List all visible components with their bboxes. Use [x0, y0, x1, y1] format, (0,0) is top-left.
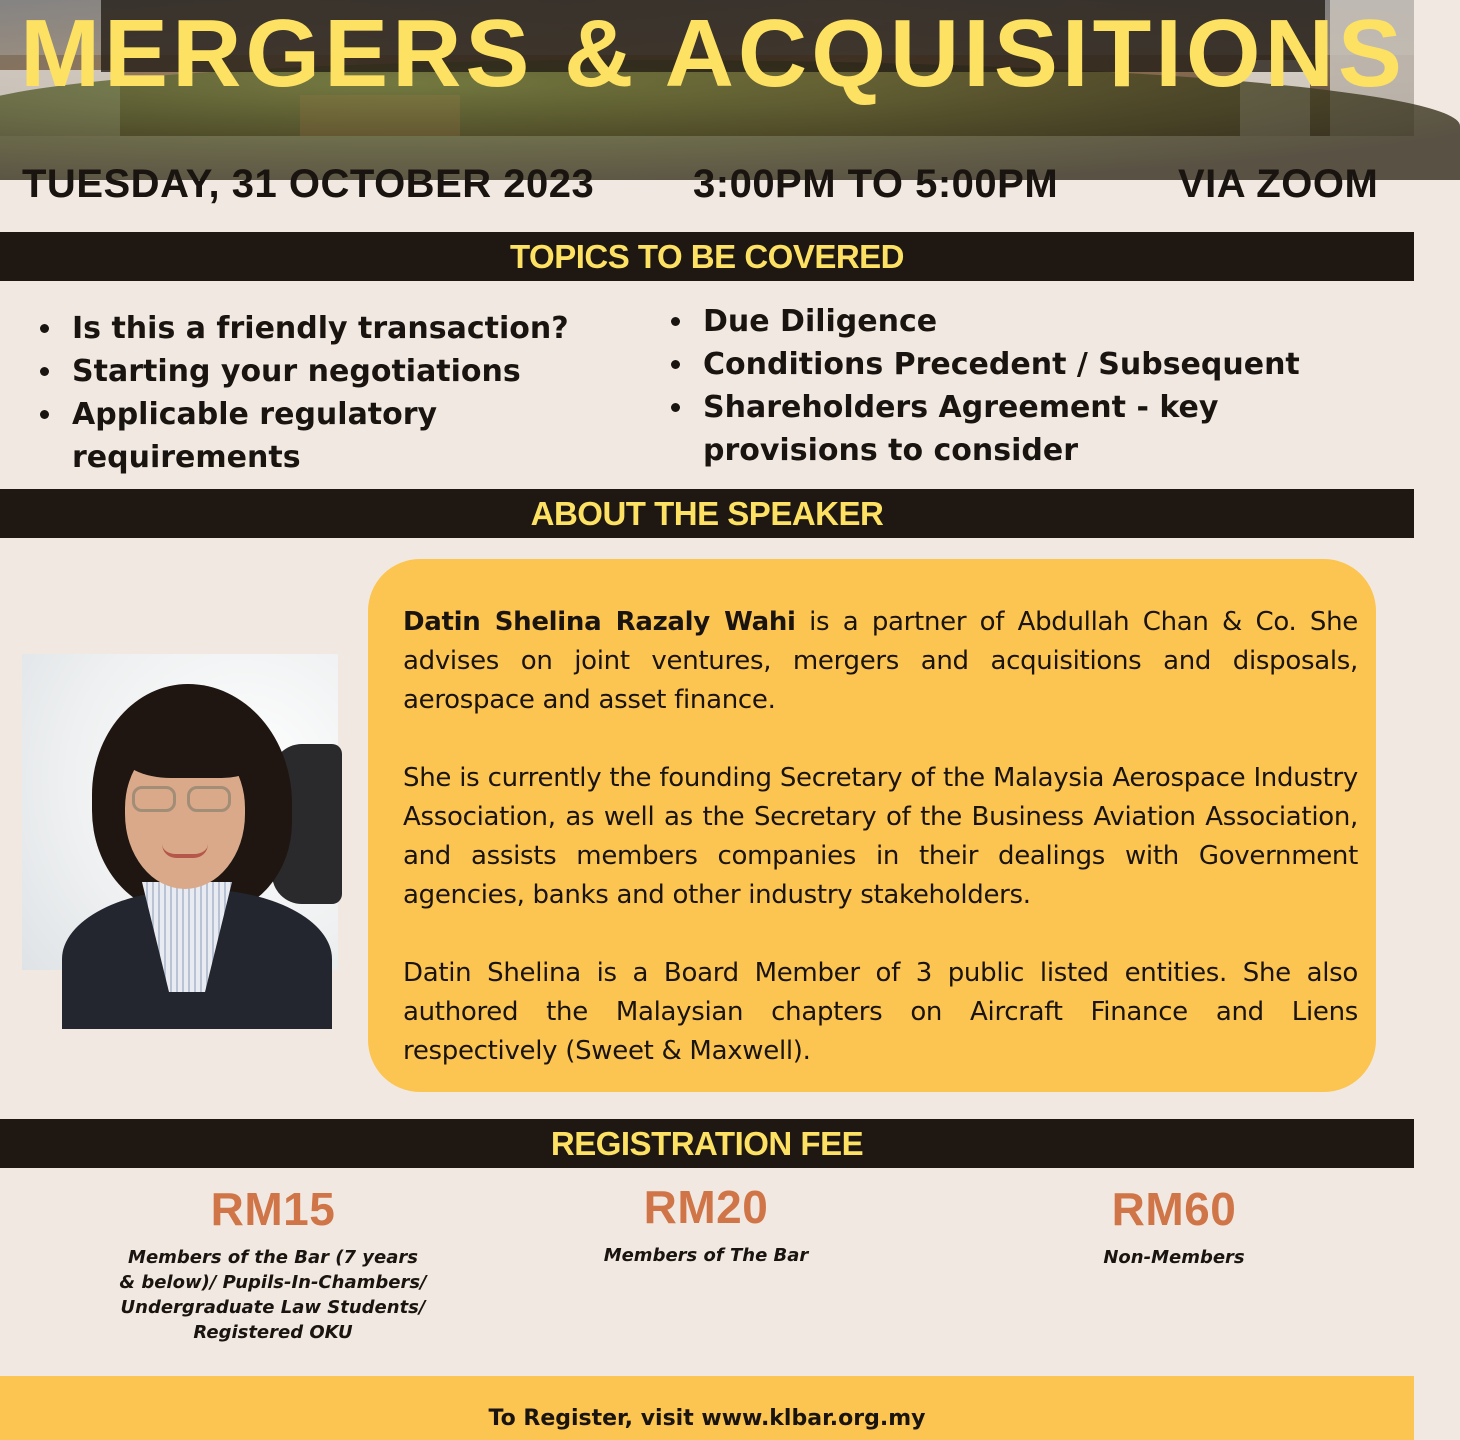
topic-item: Shareholders Agreement - key provisions to consider: [667, 386, 1387, 472]
fees-section: [0, 1168, 1414, 1376]
fee-amount: RM15: [210, 1183, 336, 1235]
fee-item: [556, 1180, 856, 1268]
speaker-bio-paragraph: She is currently the founding Secretary of the Malaysia Aerospace Industry Association, as well as the Secretary of the Business Aviation Association, and assists members companies in their dealings with Government agencies, banks and other industry stakeholders.: [403, 763, 1358, 910]
register-link[interactable]: To Register, visit www.klbar.org.my: [488, 1406, 926, 1431]
fee-amount: RM20: [643, 1181, 769, 1233]
topic-item: Conditions Precedent / Subsequent: [667, 343, 1387, 386]
speaker-name: Datin Shelina Razaly Wahi: [403, 607, 796, 637]
topic-item: Applicable regulatory requirements: [36, 393, 646, 479]
topics-section: [0, 281, 1414, 489]
event-time: 3:00PM TO 5:00PM: [693, 162, 1059, 206]
fee-audience: Members of the Bar (7 years & below)/ Pupils-In-Chambers/ Undergraduate Law Students/ Registered OKU: [119, 1247, 427, 1343]
fees-header: [0, 1119, 1414, 1168]
event-date: TUESDAY, 31 OCTOBER 2023: [22, 162, 595, 206]
fee-amount: RM60: [1111, 1183, 1237, 1235]
topic-item: Starting your negotiations: [36, 350, 646, 393]
fee-audience: Non-Members: [1103, 1247, 1245, 1268]
topics-header: [0, 232, 1414, 281]
speaker-header: [0, 489, 1414, 538]
topics-heading: TOPICS TO BE COVERED: [509, 237, 905, 275]
speaker-heading: ABOUT THE SPEAKER: [530, 494, 884, 532]
hero-banner: [0, 0, 1414, 136]
speaker-section: [0, 538, 1414, 1118]
speaker-bio-box: [368, 559, 1376, 1092]
fee-audience: Members of The Bar: [603, 1245, 809, 1266]
fee-item: [118, 1182, 428, 1345]
topics-list-right: [667, 300, 1387, 472]
speaker-bio-text: is a partner of Abdullah Chan & Co. She advises on joint ventures, mergers and acquisitions and disposals, aerospace and asset finance.: [403, 607, 1358, 715]
speaker-photo: [22, 654, 338, 970]
page-title: MERGERS & ACQUISITIONS: [20, 0, 1406, 107]
topics-list-left: [36, 307, 646, 479]
topic-item: Due Diligence: [667, 300, 1387, 343]
fee-item: [1024, 1182, 1324, 1270]
event-venue: VIA ZOOM: [1178, 162, 1379, 206]
topic-item: Is this a friendly transaction?: [36, 307, 646, 350]
speaker-bio-paragraph: Datin Shelina is a Board Member of 3 public listed entities. She also authored the Malaysian chapters on Aircraft Finance and Liens respectively (Sweet & Maxwell).: [403, 958, 1358, 1066]
fees-heading: REGISTRATION FEE: [550, 1124, 864, 1162]
speaker-bio-paragraph: [403, 603, 1358, 720]
footer-band: [0, 1376, 1414, 1440]
title-box: [20, 0, 1406, 107]
event-info-row: [0, 136, 1414, 232]
